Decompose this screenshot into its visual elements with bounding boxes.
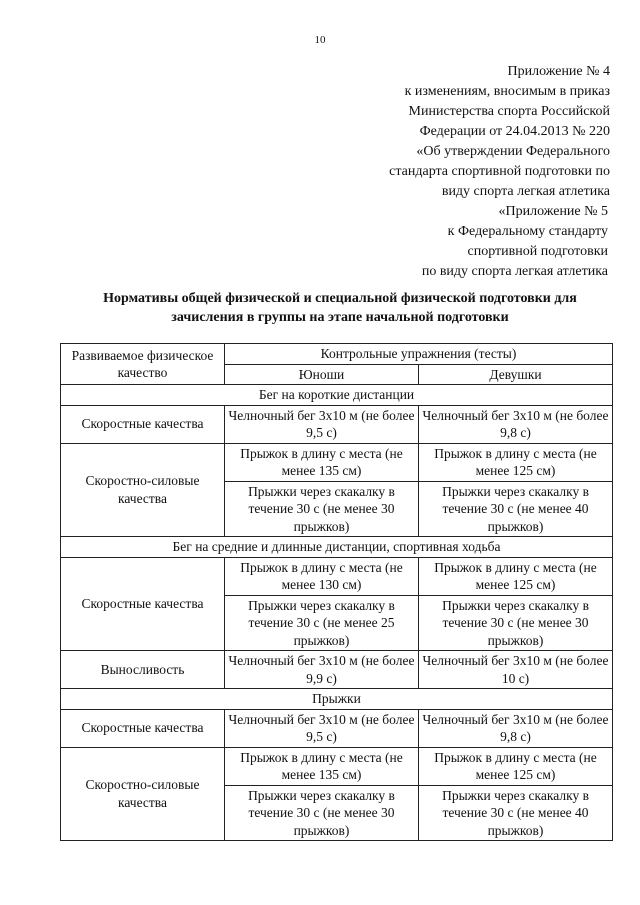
section-title: Бег на средние и длинные дистанции, спортивная ходьба <box>61 537 613 558</box>
appendix-5-line: по виду спорта легкая атлетика <box>421 264 608 279</box>
girls-norm-cell: Челночный бег 3х10 м (не более 9,8 с) <box>419 405 613 443</box>
appendix-4-line: стандарта спортивной подготовки по <box>389 164 610 179</box>
header-quality: Развиваемое физическое качество <box>61 344 225 385</box>
document-title-line: Нормативы общей физической и специальной физической подготовки для <box>103 291 577 306</box>
appendix-4-line: к изменениям, вносимым в приказ <box>404 84 610 99</box>
appendix-5-line: «Приложение № 5 <box>498 204 608 219</box>
boys-norm-cell: Прыжки через скакалку в течение 30 с (не менее 25 прыжков) <box>225 595 419 651</box>
header-row <box>61 344 613 365</box>
girls-norm-cell: Прыжки через скакалку в течение 30 с (не менее 30 прыжков) <box>419 595 613 651</box>
table-row <box>61 405 613 443</box>
quality-cell: Скоростно-силовые качества <box>61 443 225 537</box>
header-girls: Девушки <box>419 364 613 385</box>
boys-norm-cell: Челночный бег 3х10 м (не более 9,5 с) <box>225 405 419 443</box>
appendix-5-line: спортивной подготовки <box>467 244 608 259</box>
quality-cell: Скоростные качества <box>61 709 225 747</box>
appendix-4-line: Приложение № 4 <box>507 64 610 79</box>
boys-norm-cell: Прыжок в длину с места (не менее 135 см) <box>225 747 419 785</box>
boys-norm-cell: Челночный бег 3х10 м (не более 9,9 с) <box>225 651 419 689</box>
norms-table <box>60 343 613 841</box>
girls-norm-cell: Прыжок в длину с места (не менее 125 см) <box>419 747 613 785</box>
appendix-4-block <box>389 62 610 202</box>
girls-norm-cell: Прыжок в длину с места (не менее 125 см) <box>419 443 613 481</box>
table-row <box>61 709 613 747</box>
boys-norm-cell: Прыжок в длину с места (не менее 135 см) <box>225 443 419 481</box>
boys-norm-cell: Прыжки через скакалку в течение 30 с (не менее 30 прыжков) <box>225 481 419 537</box>
girls-norm-cell: Прыжки через скакалку в течение 30 с (не менее 40 прыжков) <box>419 481 613 537</box>
table-row <box>61 557 613 595</box>
section-row <box>61 689 613 710</box>
table-row <box>61 443 613 481</box>
boys-norm-cell: Челночный бег 3х10 м (не более 9,5 с) <box>225 709 419 747</box>
header-tests: Контрольные упражнения (тесты) <box>225 344 613 365</box>
table-row <box>61 651 613 689</box>
header-boys: Юноши <box>225 364 419 385</box>
appendix-5-line: к Федеральному стандарту <box>447 224 608 239</box>
quality-cell: Скоростно-силовые качества <box>61 747 225 841</box>
boys-norm-cell: Прыжки через скакалку в течение 30 с (не менее 30 прыжков) <box>225 785 419 841</box>
appendix-4-line: виду спорта легкая атлетика <box>441 184 610 199</box>
page-number: 10 <box>314 34 326 46</box>
appendix-4-line: Министерства спорта Российской <box>408 104 610 119</box>
table-row <box>61 747 613 785</box>
section-row <box>61 537 613 558</box>
girls-norm-cell: Прыжки через скакалку в течение 30 с (не менее 40 прыжков) <box>419 785 613 841</box>
girls-norm-cell: Челночный бег 3х10 м (не более 10 с) <box>419 651 613 689</box>
document-title <box>40 289 640 327</box>
section-title: Бег на короткие дистанции <box>61 385 613 406</box>
boys-norm-cell: Прыжок в длину с места (не менее 130 см) <box>225 557 419 595</box>
appendix-4-line: «Об утверждении Федерального <box>416 144 610 159</box>
appendix-5-block <box>422 202 608 282</box>
quality-cell: Скоростные качества <box>61 405 225 443</box>
quality-cell: Скоростные качества <box>61 557 225 651</box>
girls-norm-cell: Прыжок в длину с места (не менее 125 см) <box>419 557 613 595</box>
quality-cell: Выносливость <box>61 651 225 689</box>
section-row <box>61 385 613 406</box>
document-title-line: зачисления в группы на этапе начальной подготовки <box>171 310 509 325</box>
section-title: Прыжки <box>61 689 613 710</box>
appendix-4-line: Федерации от 24.04.2013 № 220 <box>419 124 610 139</box>
girls-norm-cell: Челночный бег 3х10 м (не более 9,8 с) <box>419 709 613 747</box>
